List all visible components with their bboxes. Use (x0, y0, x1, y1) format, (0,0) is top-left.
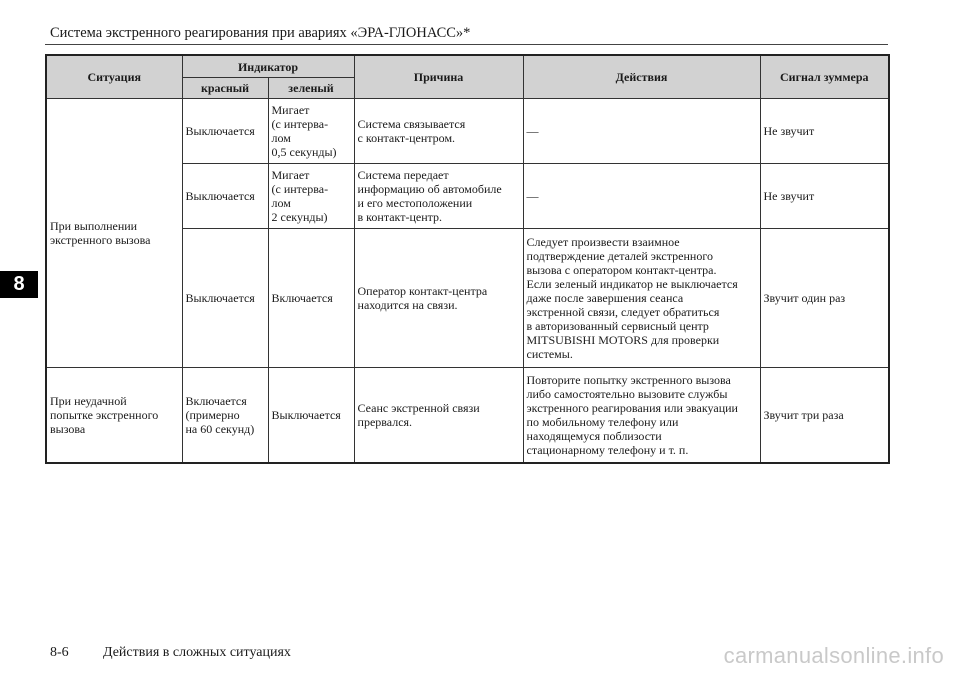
green-indicator-cell: Мигает (с интерва- лом 2 секунды) (268, 164, 354, 229)
cause-cell: Система передает информацию об автомобиле и его местоположении в контакт-центр. (354, 164, 523, 229)
emergency-call-table (45, 54, 890, 464)
situation-cell: При неудачной попытке экстренного вызова (46, 368, 182, 464)
buzzer-cell: Не звучит (760, 164, 889, 229)
action-cell: — (523, 99, 760, 164)
red-indicator-cell: Выключается (182, 229, 268, 368)
header-green-indicator: зеленый (268, 78, 354, 99)
cause-cell: Система связывается с контакт-центром. (354, 99, 523, 164)
header-buzzer: Сигнал зуммера (760, 55, 889, 99)
buzzer-cell: Не звучит (760, 99, 889, 164)
chapter-tab: 8 (0, 271, 38, 298)
buzzer-cell: Звучит три раза (760, 368, 889, 464)
cause-cell: Оператор контакт-центра находится на связи. (354, 229, 523, 368)
red-indicator-cell: Выключается (182, 99, 268, 164)
header-action: Действия (523, 55, 760, 99)
header-indicator: Индикатор (182, 55, 354, 78)
table-row (46, 368, 889, 464)
action-cell: Следует произвести взаимное подтверждение деталей экстренного вызова с оператором контакт-центра. Если зеленый индикатор не выключается даже после завершения сеанса экстренной связи, следует обратиться в авторизованный сервисный центр MITSUBISHI MOTORS для проверки системы. (523, 229, 760, 368)
section-title: Действия в сложных ситуациях (103, 645, 291, 660)
green-indicator-cell: Выключается (268, 368, 354, 464)
green-indicator-cell: Включается (268, 229, 354, 368)
red-indicator-cell: Включается (примерно на 60 секунд) (182, 368, 268, 464)
watermark: carmanualsonline.info (723, 643, 944, 668)
header-situation: Ситуация (46, 55, 182, 99)
page-header-title: Система экстренного реагирования при авариях «ЭРА-ГЛОНАСС»* (50, 25, 471, 41)
header-divider (45, 44, 888, 45)
table-row (46, 99, 889, 164)
header-cause: Причина (354, 55, 523, 99)
table-header-row (46, 55, 889, 78)
buzzer-cell: Звучит один раз (760, 229, 889, 368)
red-indicator-cell: Выключается (182, 164, 268, 229)
cause-cell: Сеанс экстренной связи прервался. (354, 368, 523, 464)
situation-cell: При выполнении экстренного вызова (46, 99, 182, 368)
action-cell: Повторите попытку экстренного вызова либо самостоятельно вызовите службы экстренного реагирования или эвакуации по мобильному телефону или находящемуся поблизости стационарному телефону и т. п. (523, 368, 760, 464)
header-red-indicator: красный (182, 78, 268, 99)
action-cell: — (523, 164, 760, 229)
green-indicator-cell: Мигает (с интерва- лом 0,5 секунды) (268, 99, 354, 164)
page-number: 8-6 (50, 645, 69, 660)
